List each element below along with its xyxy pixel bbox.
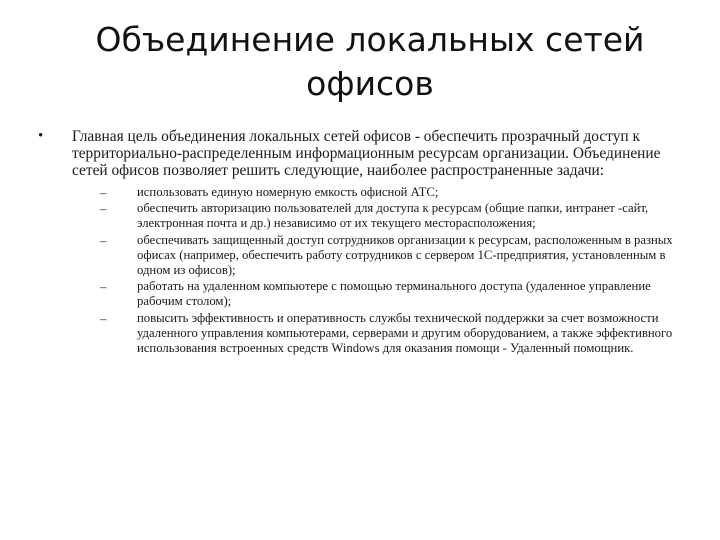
dash-icon: – <box>100 185 107 200</box>
task-item <box>100 279 684 309</box>
task-item <box>100 311 684 357</box>
task-text: обеспечивать защищенный доступ сотрудников организации к ресурсам, расположенным в разных офисах (например, обеспечить работу сотрудников с сервером 1С-предприятия, установленным в одном из офисов); <box>137 232 673 278</box>
dash-icon: – <box>100 279 107 295</box>
dash-icon: – <box>100 201 107 217</box>
task-item <box>100 185 684 200</box>
slide-title: Объединение локальных сетей офисов <box>95 20 645 103</box>
slide-content <box>36 128 684 357</box>
task-text: повысить эффективность и оперативность службы технической поддержки за счет возможности удаленного управления компьютерами, серверами и другим оборудованием, а также эффективного использования встроенных средств Windows для оказания помощи - Удаленный помощник. <box>137 310 673 356</box>
task-item <box>100 201 684 231</box>
main-bullet <box>36 128 684 357</box>
bullet-icon: • <box>38 128 44 144</box>
task-text: обеспечить авторизацию пользователей для доступа к ресурсам (общие папки, интранет -сайт, электронная почта и др.) независимо от их текущего месторасположения; <box>137 201 649 231</box>
dash-icon: – <box>100 310 107 326</box>
task-text: использовать единую номерную емкость офисной АТС; <box>137 185 439 199</box>
task-item <box>100 233 684 279</box>
main-point-text: Главная цель объединения локальных сетей офисов - обеспечить прозрачный доступ к территориально-распределенным информационным ресурсам организации. Объединение сетей офисов позволяет решить следующие, наиболее распространенные задачи: <box>72 128 661 179</box>
task-list <box>72 185 684 356</box>
dash-icon: – <box>100 232 107 248</box>
task-text: работать на удаленном компьютере с помощью терминального доступа (удаленное управление рабочим столом); <box>137 279 651 309</box>
